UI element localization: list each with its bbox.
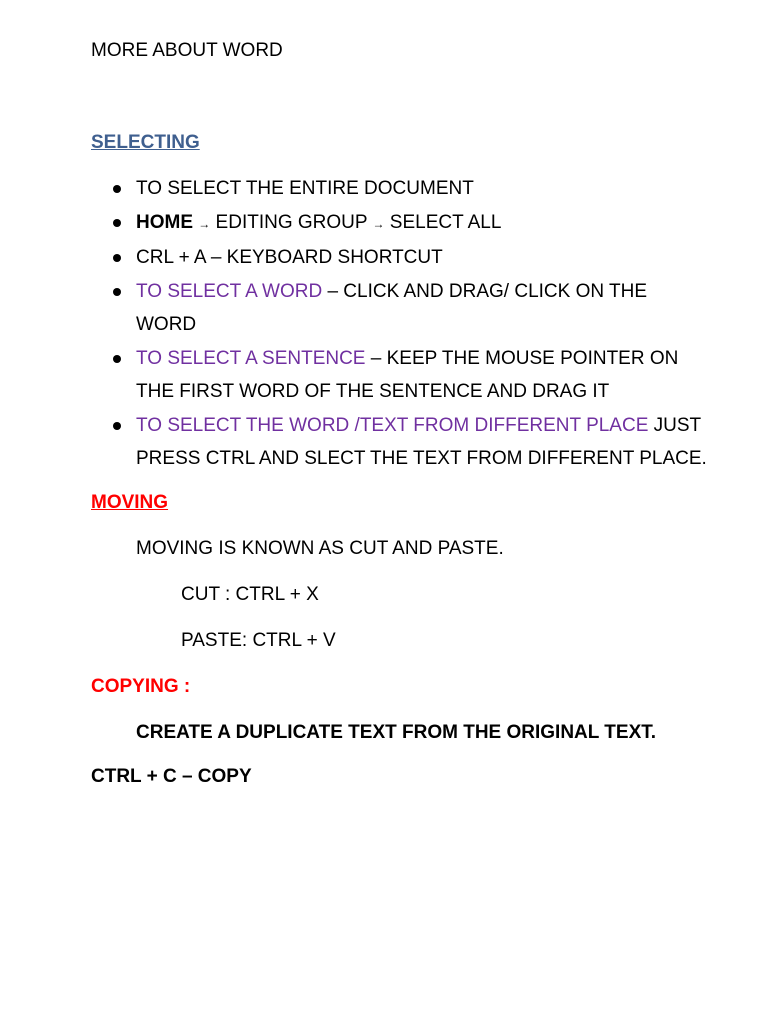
- list-item-home: HOME: [136, 211, 193, 233]
- list-item-text: TO SELECT THE ENTIRE DOCUMENT: [136, 178, 474, 199]
- list-item: [113, 206, 713, 242]
- bullet-icon: [113, 219, 121, 227]
- heading-copying: COPYING :: [91, 676, 191, 697]
- bullet-icon: [113, 254, 121, 262]
- heading-selecting: SELECTING: [91, 132, 200, 153]
- list-item-lead: TO SELECT A WORD: [136, 280, 323, 302]
- selecting-list: [113, 172, 713, 476]
- list-item-rest: JUST: [648, 414, 702, 436]
- list-item-end: SELECT ALL: [384, 211, 502, 233]
- doc-title: MORE ABOUT WORD: [91, 40, 283, 61]
- list-item-rest: – KEEP THE MOUSE POINTER ON: [365, 347, 679, 369]
- list-item-cont: WORD: [136, 314, 197, 335]
- list-item-text: CRL + A – KEYBOARD SHORTCUT: [136, 247, 443, 268]
- list-item-cont: THE FIRST WORD OF THE SENTENCE AND DRAG IT: [136, 381, 610, 402]
- list-item-lead: TO SELECT THE WORD /TEXT FROM DIFFERENT PLACE: [136, 414, 649, 436]
- list-item: [113, 409, 713, 476]
- list-item-mid: EDITING GROUP: [210, 211, 373, 233]
- copying-desc: CREATE A DUPLICATE TEXT FROM THE ORIGINAL TEXT.: [136, 722, 657, 743]
- bullet-icon: [113, 185, 121, 193]
- list-item: [113, 275, 713, 342]
- list-item: [113, 342, 713, 409]
- arrow-right-icon: →: [372, 216, 385, 231]
- heading-moving: MOVING: [91, 492, 169, 513]
- copy-shortcut: CTRL + C – COPY: [91, 766, 252, 787]
- bullet-icon: [113, 422, 121, 430]
- list-item: [113, 172, 713, 206]
- bullet-icon: [113, 288, 121, 296]
- moving-intro: MOVING IS KNOWN AS CUT AND PASTE.: [136, 538, 504, 559]
- list-item-rest: – CLICK AND DRAG/ CLICK ON THE: [322, 280, 648, 302]
- list-item-lead: TO SELECT A SENTENCE: [136, 347, 366, 369]
- arrow-right-icon: →: [198, 216, 211, 231]
- paste-shortcut: PASTE: CTRL + V: [181, 630, 336, 651]
- list-item-cont: PRESS CTRL AND SLECT THE TEXT FROM DIFFERENT PLACE.: [136, 448, 707, 469]
- cut-shortcut: CUT : CTRL + X: [181, 584, 319, 605]
- bullet-icon: [113, 355, 121, 363]
- list-item: [113, 241, 713, 275]
